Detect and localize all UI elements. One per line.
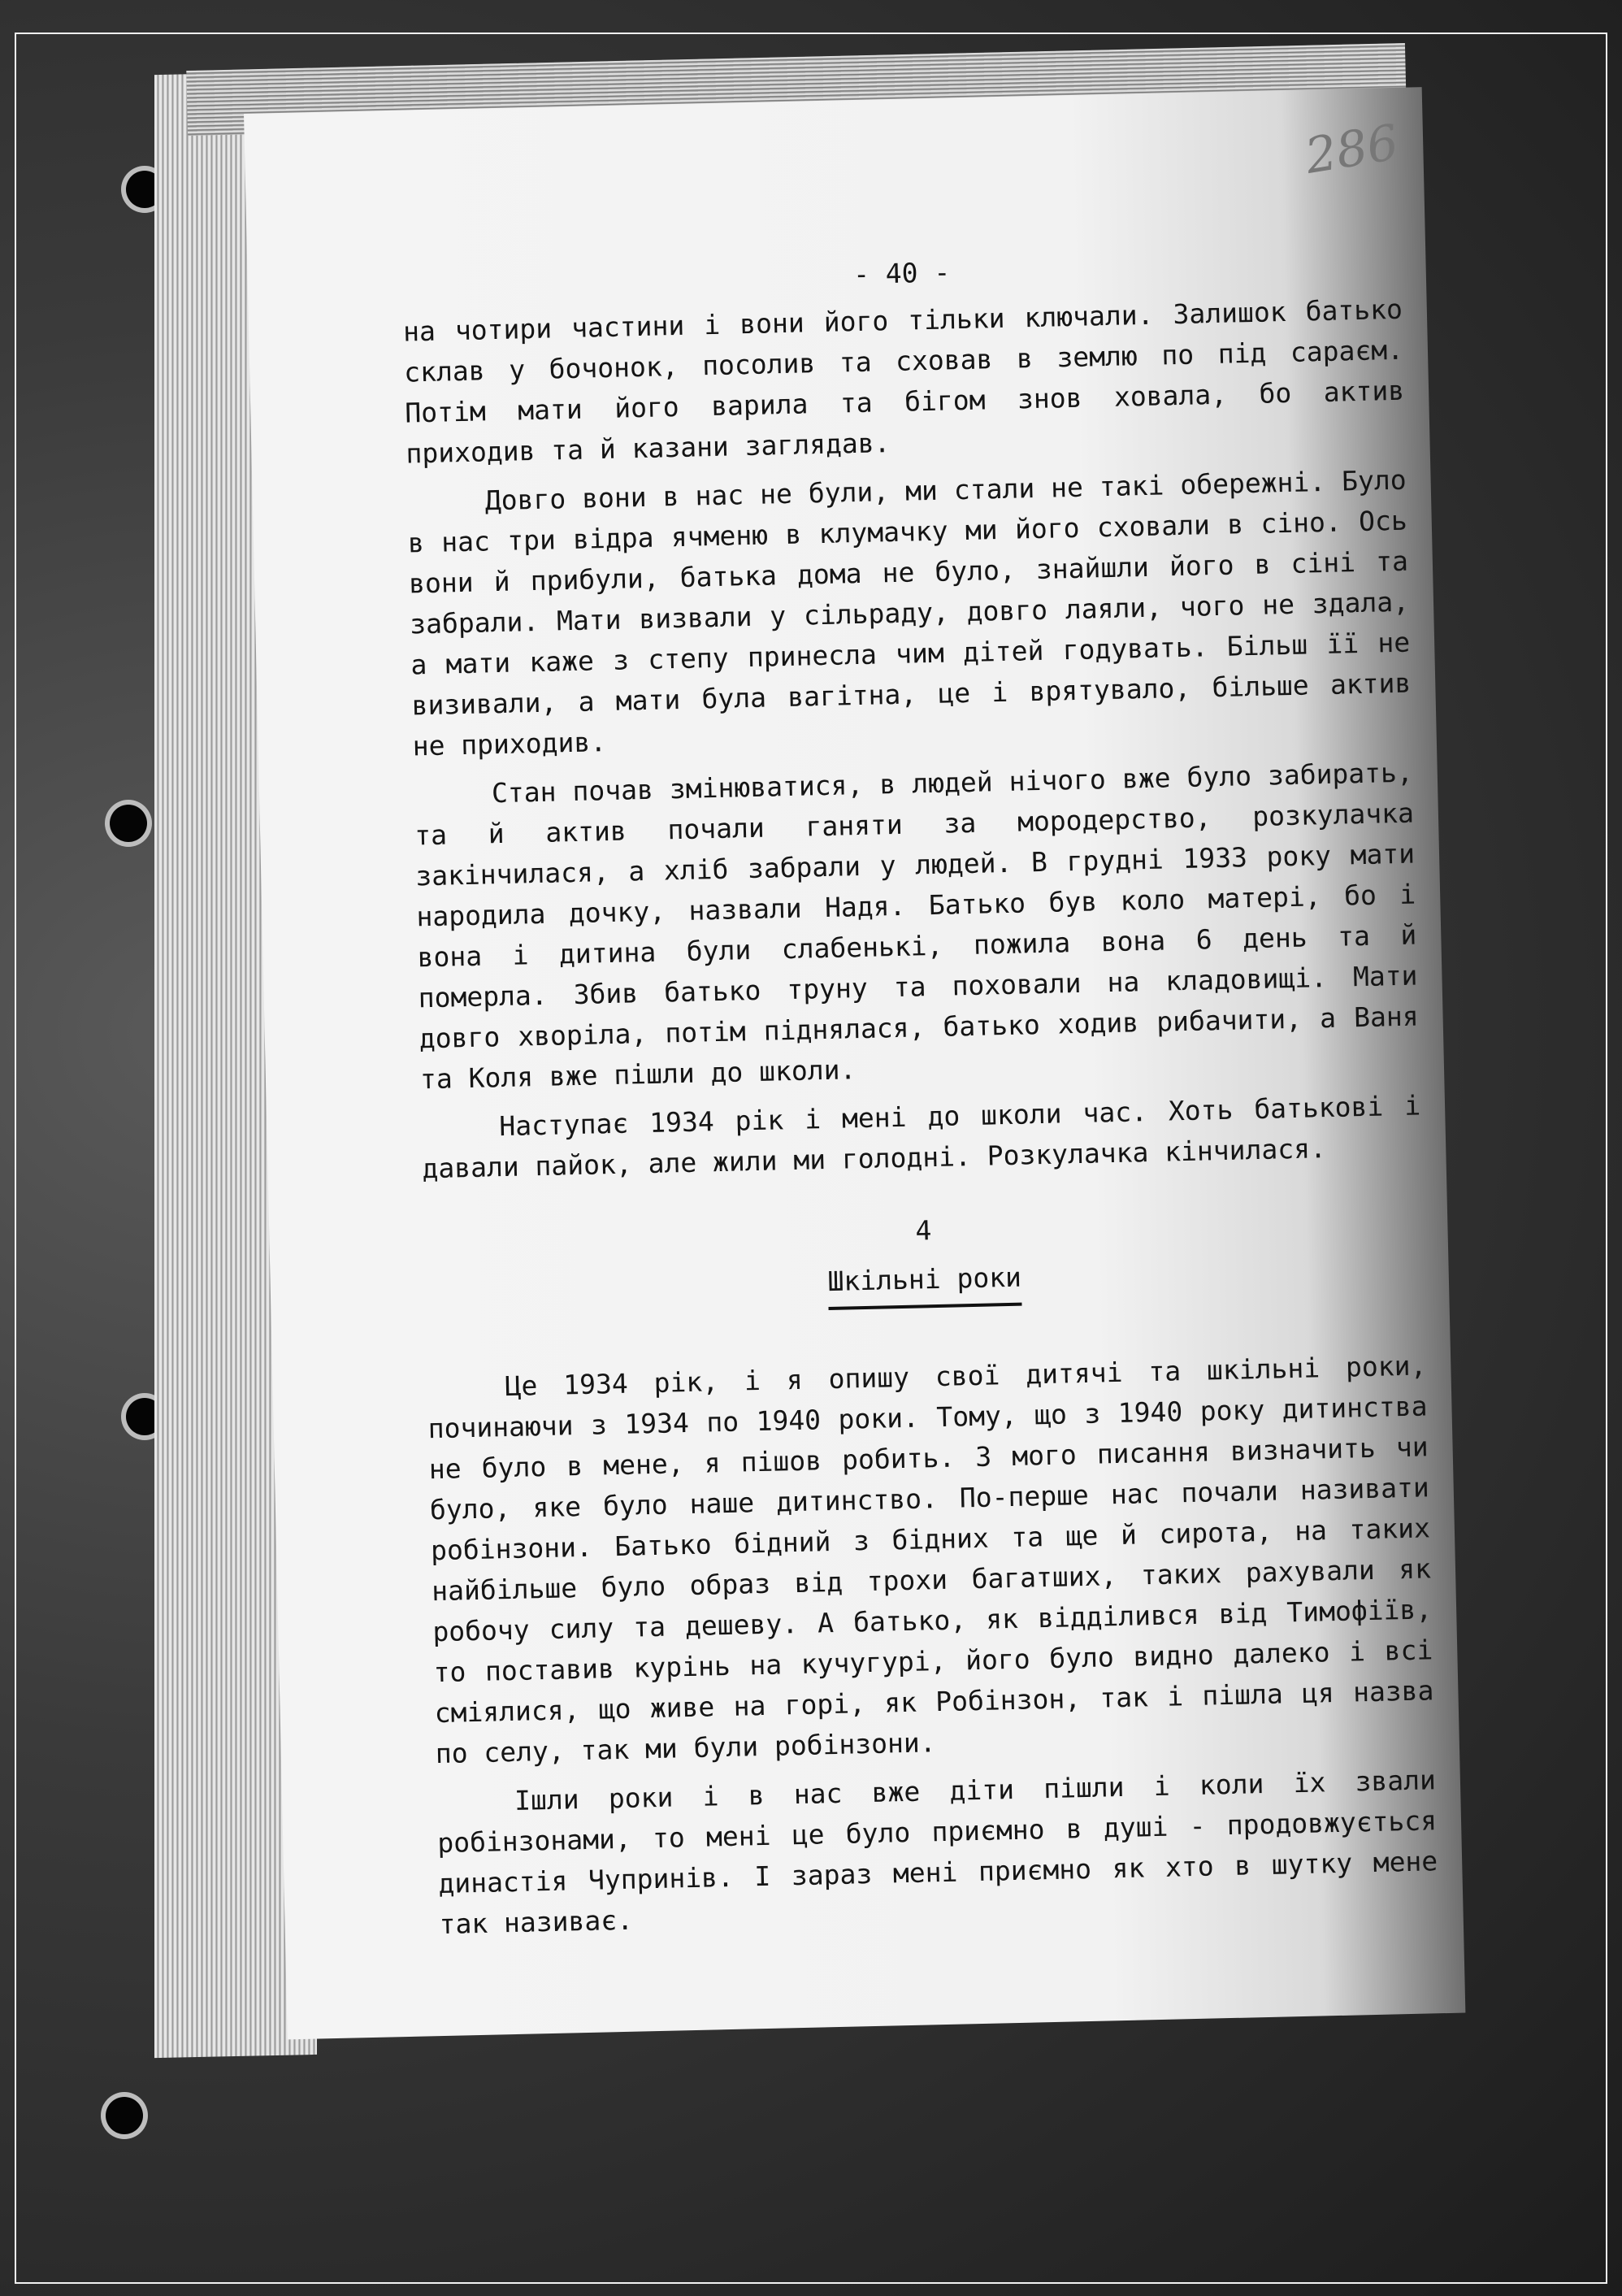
section-number: 4 — [915, 1214, 932, 1247]
section-title-text: Шкільні роки — [827, 1257, 1022, 1310]
binder-hole — [106, 2097, 143, 2134]
book-page — [244, 87, 1465, 2039]
handwritten-page-number: 286 — [1301, 114, 1403, 185]
page-label: - 40 - — [852, 256, 951, 291]
binder-hole — [110, 805, 147, 842]
paragraph: Стан почав змінюватися, в людей нічого вже було забирать, та й актив почали ганяти за мородерство, розкулачка закінчилася, а хліб забрали у людей. В грудні 1933 року мати народила дочку, назвали Надя. Батько був коло матері, бо і вона і дитина були слабенькі, пожила вона 6 день та й померла. Збив батько труну та поховали на кладовищі. Мати довго хворіла, потім піднялася, батько ходив рибачити, а Ваня та Коля вже пішли до школи. — [414, 756, 1419, 1096]
paragraph: Це 1934 рік, і я опишу свої дитячі та шкільні роки, починаючи з 1934 по 1940 роки. Тому, що з 1940 року дитинства не було в мене, я пішов робить. З мого писання визначить чи було, яке було наше дитинство. По-перше нас почали називати робінзони. Батько бідний з бідних та ще й сирота, на таких найбільше було образ від трохи багатших, таких рахували як робочу силу та дешеву. А батько, як відділився від Тимофіїв, то поставив курінь на кучугурі, його було видно далеко і всі сміялися, що живе на горі, як Робінзон, так і пішла ця назва по селу, так ми були робінзони. — [427, 1349, 1434, 1770]
paragraph: на чотири частини і вони його тільки ключали. Залишок батько склав у бочонок, посолив та сховав в землю по під сараєм. Потім мати його варила та бігом знов ховала, бо актив приходив та й казани заглядав. — [402, 293, 1405, 470]
paragraph: Ішли роки і в нас вже діти пішли і коли їх звали робінзонами, то мені це було приємно в душі - продовжується династія Чупринів. І зараз мені приємно як хто в шутку мене так називає. — [436, 1764, 1438, 1941]
paragraph: Довго вони в нас не були, ми стали не такі обережні. Було в нас три відра ячменю в клумачку ми його сховали в сіно. Ось вони й прибули, батька дома не було, знайшли його в сіні та забрали. Мати визвали у сільраду, довго лаяли, чого не здала, а мати каже з степу принесла чим дітей годувать. Більш її не визивали, а мати була вагітна, це і врятувало, більше актив не приходив. — [407, 463, 1412, 762]
paragraph: Наступає 1934 рік і мені до школи час. Хоть батькові і давали пайок, але жили ми голодні. Розкулачка кінчилася. — [422, 1089, 1421, 1185]
page-text — [401, 242, 1439, 1953]
